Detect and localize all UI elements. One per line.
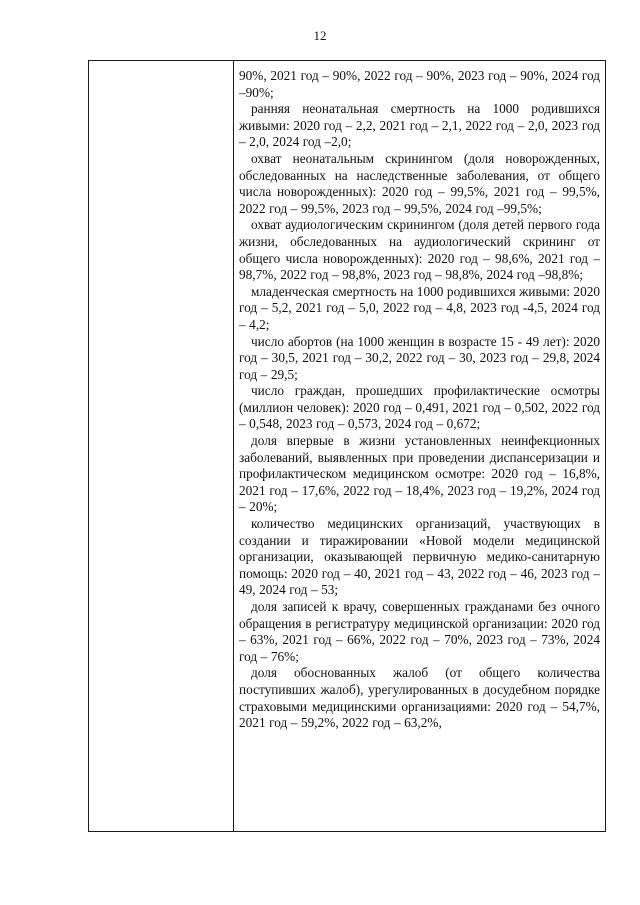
indicator-paragraph: ранняя неонатальная смертность на 1000 родившихся живыми: 2020 год – 2,2, 2021 год – 2,1, 2022 год – 2,0, 2023 год – 2,0, 2024 год –2,0; <box>239 101 600 150</box>
table-right-column <box>234 61 605 831</box>
indicator-paragraph: доля обоснованных жалоб (от общего количества поступивших жалоб), урегулированных в досудебном порядке страховыми медицинскими организациями: 2020 год – 54,7%, 2021 год – 59,2%, 2022 год – 63,2%, <box>239 665 600 731</box>
indicator-paragraph: доля записей к врачу, совершенных гражданами без очного обращения в регистратуру медицинской организации: 2020 год – 63%, 2021 год – 66%, 2022 год – 70%, 2023 год – 73%, 2024 год – 76%; <box>239 599 600 664</box>
page-number: 12 <box>313 28 327 43</box>
indicator-paragraph: охват неонатальным скринингом (доля новорожденных, обследованных на наследственные заболевания, от общего числа новорожденных): 2020 год – 99,5%, 2021 год – 99,5%, 2022 год – 99,5%, 2023 год – 99,5%, 2024 год –99,5%; <box>239 150 600 216</box>
indicator-paragraph: число граждан, прошедших профилактические осмотры (миллион человек): 2020 год – 0,491, 2021 год – 0,502, 2022 год – 0,548, 2023 год – 0,573, 2024 год – 0,672; <box>239 383 600 432</box>
indicator-paragraph: число абортов (на 1000 женщин в возрасте 15 - 49 лет): 2020 год – 30,5, 2021 год – 30,2, 2022 год – 30, 2023 год – 29,8, 2024 год – 29,5; <box>239 333 600 382</box>
indicator-paragraph: доля впервые в жизни установленных неинфекционных заболеваний, выявленных при проведении диспансеризации и профилактическом медицинском осмотре: 2020 год – 16,8%, 2021 год – 17,6%, 2022 год – 18,4%, 2023 год – 19,2%, 2024 год – 20%; <box>239 433 600 515</box>
indicator-paragraph: младенческая смертность на 1000 родившихся живыми: 2020 год – 5,2, 2021 год – 5,0, 2022 год – 4,8, 2023 год -4,5, 2024 год – 4,2; <box>239 283 601 332</box>
indicators-table <box>88 60 606 832</box>
indicator-paragraph: 90%, 2021 год – 90%, 2022 год – 90%, 2023 год – 90%, 2024 год –90%; <box>239 68 600 100</box>
indicator-paragraph: количество медицинских организаций, участвующих в создании и тиражировании «Новой модели медицинской организации, оказывающей первичную медико-санитарную помощь: 2020 год – 40, 2021 год – 43, 2022 год – 46, 2023 год – 49, 2024 год – 53; <box>239 516 600 598</box>
indicator-paragraph: охват аудиологическим скринингом (доля детей первого года жизни, обследованных на аудиологический скрининг от общего числа новорожденных): 2020 год – 98,6%, 2021 год – 98,7%, 2022 год – 98,8%, 2023 год – 98,8%, 2024 год –98,8%; <box>239 217 600 283</box>
table-left-column <box>89 61 234 831</box>
